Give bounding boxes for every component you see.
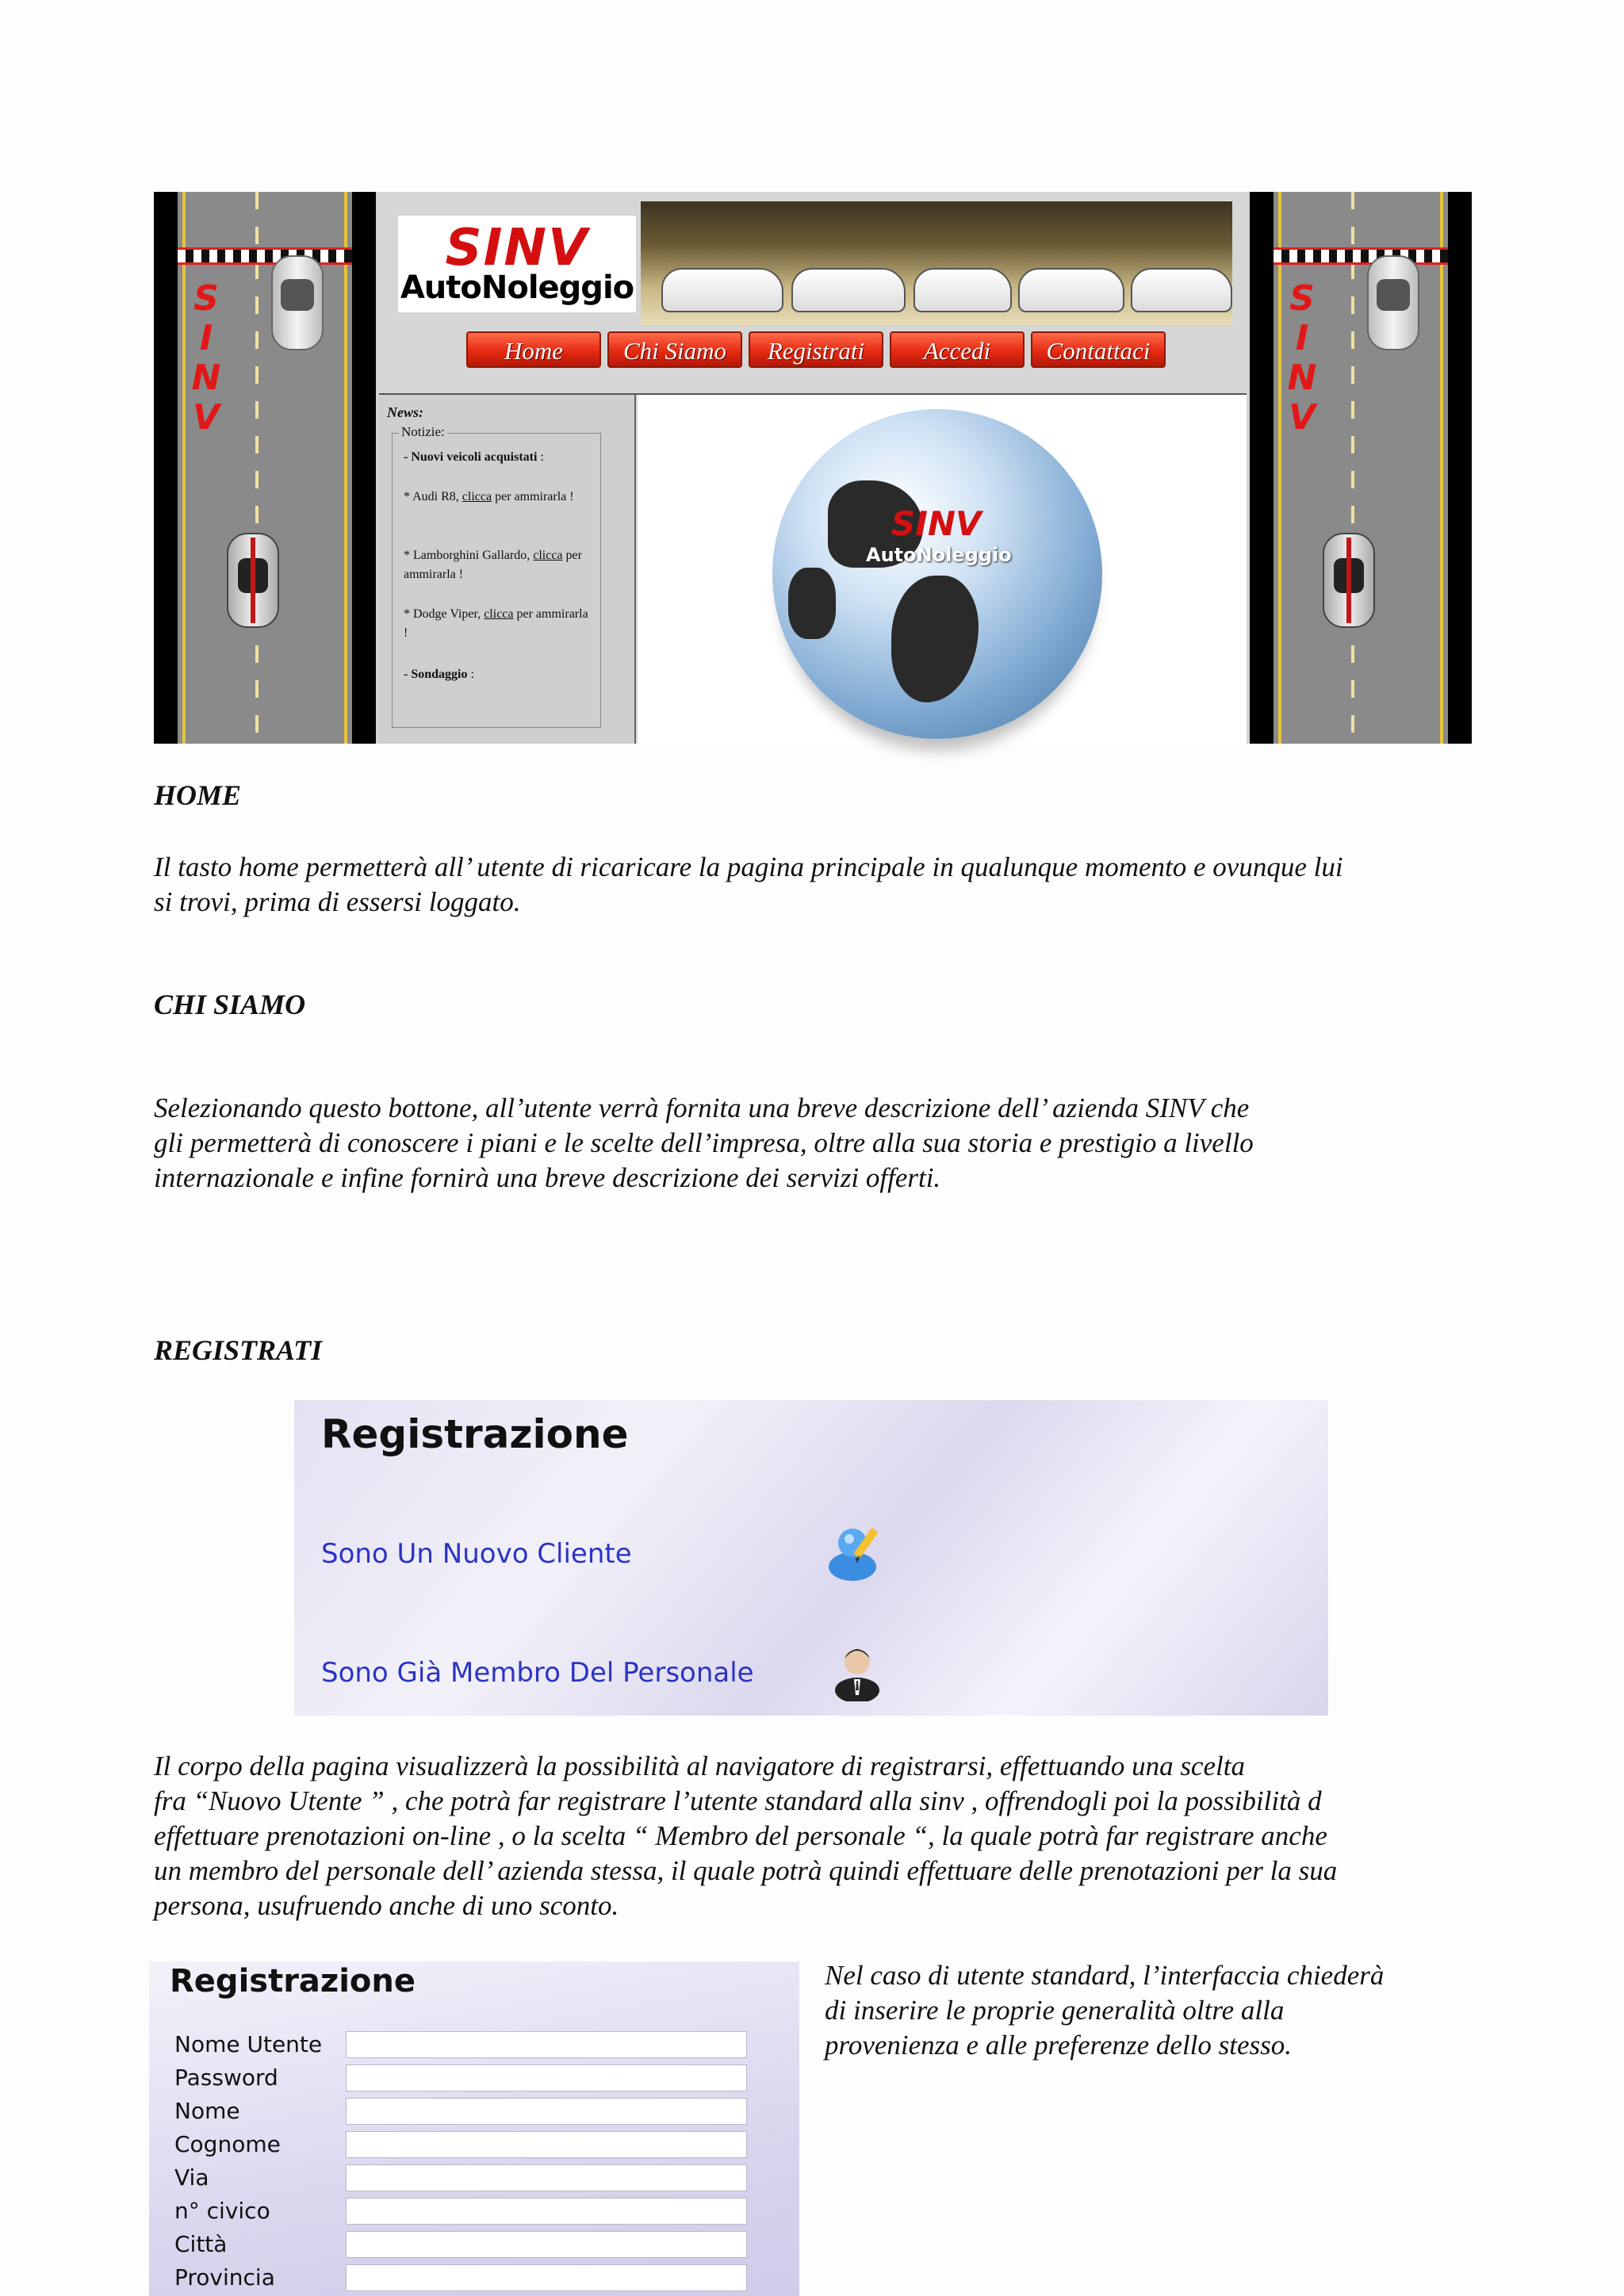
nav-contattaci-button[interactable]: Contattaci [1031, 331, 1166, 368]
globe-area [638, 395, 1247, 744]
province-label: Provincia [174, 2264, 275, 2290]
nav-registrati-button[interactable]: Registrati [749, 331, 883, 368]
news-legend: Notizie: [399, 424, 447, 440]
white-car-icon [1367, 255, 1419, 350]
checkered-flag-line [1274, 247, 1448, 265]
registration-form-title: Registrazione [170, 1963, 416, 1999]
globe-logo-autonoleggio: AutoNoleggio [866, 544, 1012, 566]
globe-logo-sinv: SINV [891, 504, 982, 543]
news-title: News: [387, 404, 423, 420]
standard-user-paragraph: Nel caso di utente standard, l’interfaccia chiederà di inserire le proprie generalità oltre alla provenienza e alle preferenze dello stesso. [825, 1960, 1385, 2061]
car-icon [914, 268, 1012, 312]
registrati-heading: REGISTRATI [154, 1334, 323, 1366]
username-input[interactable] [346, 2031, 747, 2058]
home-paragraph: Il tasto home permetterà all’ utente di ricaricare la pagina principale in qualunque momento e ovunque lui si trovi, prima di essersi loggato. [154, 851, 1343, 917]
registrati-paragraph: Il corpo della pagina visualizzerà la possibilità al navigatore di registrarsi, effettuando una scelta fra “Nuovo Utente ” , che potrà far registrare l’utente standard alla sinv , offrendogli poi la possibilità d effettuare prenotazioni on-line , o la scelta “ Membro del personale “, la quale potrà far registrare anche un membro del personale dell’ azienda stessa, il quale potrà quindi effettuare delle prenotazioni per la sua persona, usufruendo anche di uno sconto. [154, 1751, 1338, 1921]
site-center-panel [379, 192, 1247, 744]
news-item-lamborghini: * Lamborghini Gallardo, clicca per ammirarla ! [404, 549, 582, 581]
car-icon [661, 268, 783, 312]
street-label: Via [174, 2164, 209, 2191]
staff-member-link[interactable]: Sono Già Membro Del Personale [321, 1657, 754, 1689]
news-poll: - Sondaggio : [404, 668, 474, 681]
password-label: Password [174, 2064, 278, 2091]
left-road-graphic [154, 192, 376, 744]
home-heading: HOME [154, 779, 242, 811]
checkered-flag-line [178, 247, 352, 265]
right-road-graphic [1250, 192, 1472, 744]
viper-link[interactable]: clicca [484, 607, 514, 621]
nav-home-button[interactable]: Home [466, 331, 601, 368]
city-label: Città [174, 2231, 228, 2257]
news-item-audi: * Audi R8, clicca per ammirarla ! [404, 490, 574, 503]
registration-title: Registrazione [321, 1411, 629, 1457]
nav-chi-siamo-button[interactable]: Chi Siamo [607, 331, 742, 368]
car-icon [791, 268, 906, 312]
registration-form-panel [149, 1961, 799, 2296]
staff-person-icon[interactable] [825, 1638, 889, 1701]
race-car-icon [227, 533, 279, 628]
lamborghini-link[interactable]: clicca [533, 549, 563, 562]
street-input[interactable] [346, 2164, 747, 2191]
race-car-icon [1323, 533, 1375, 628]
first-name-input[interactable] [346, 2098, 747, 2125]
news-item-viper: * Dodge Viper, clicca per ammirarla ! [404, 607, 588, 640]
house-number-input[interactable] [346, 2198, 747, 2225]
username-label: Nome Utente [174, 2031, 323, 2057]
chi-siamo-paragraph: Selezionando questo bottone, all’utente verrà fornita una breve descrizione dell’ azienda SINV che gli permetterà di conoscere i piani e le scelte dell’impresa, oltre alla sua storia e prestigio a livello internazionale e infine fornirà una breve descrizione dei servizi offerti. [154, 1093, 1254, 1193]
city-input[interactable] [346, 2231, 747, 2258]
news-fieldset [392, 424, 601, 728]
news-sidebar [379, 395, 636, 744]
nav-accedi-button[interactable]: Accedi [890, 331, 1025, 368]
site-logo[interactable]: SINV AutoNoleggio [398, 216, 636, 312]
news-heading: - Nuovi veicoli acquistati : [404, 450, 544, 464]
site-header-screenshot [154, 192, 1472, 744]
car-icon [1018, 268, 1124, 312]
province-input[interactable] [346, 2264, 747, 2291]
car-icon [1131, 268, 1232, 312]
globe-image [772, 409, 1102, 739]
white-car-icon [271, 255, 324, 350]
password-input[interactable] [346, 2064, 747, 2091]
house-number-label: n° civico [174, 2198, 270, 2224]
last-name-label: Cognome [174, 2131, 281, 2157]
user-edit-icon[interactable] [825, 1519, 889, 1582]
new-client-link[interactable]: Sono Un Nuovo Cliente [321, 1538, 632, 1570]
road-sinv-logo: S I N V [1287, 278, 1317, 438]
cars-banner-image [641, 201, 1232, 325]
audi-link[interactable]: clicca [462, 490, 492, 503]
registration-choice-panel [294, 1400, 1328, 1716]
chi-siamo-heading: CHI SIAMO [154, 989, 306, 1020]
road-sinv-logo: S I N V [191, 278, 221, 438]
last-name-input[interactable] [346, 2131, 747, 2158]
first-name-label: Nome [174, 2098, 240, 2124]
